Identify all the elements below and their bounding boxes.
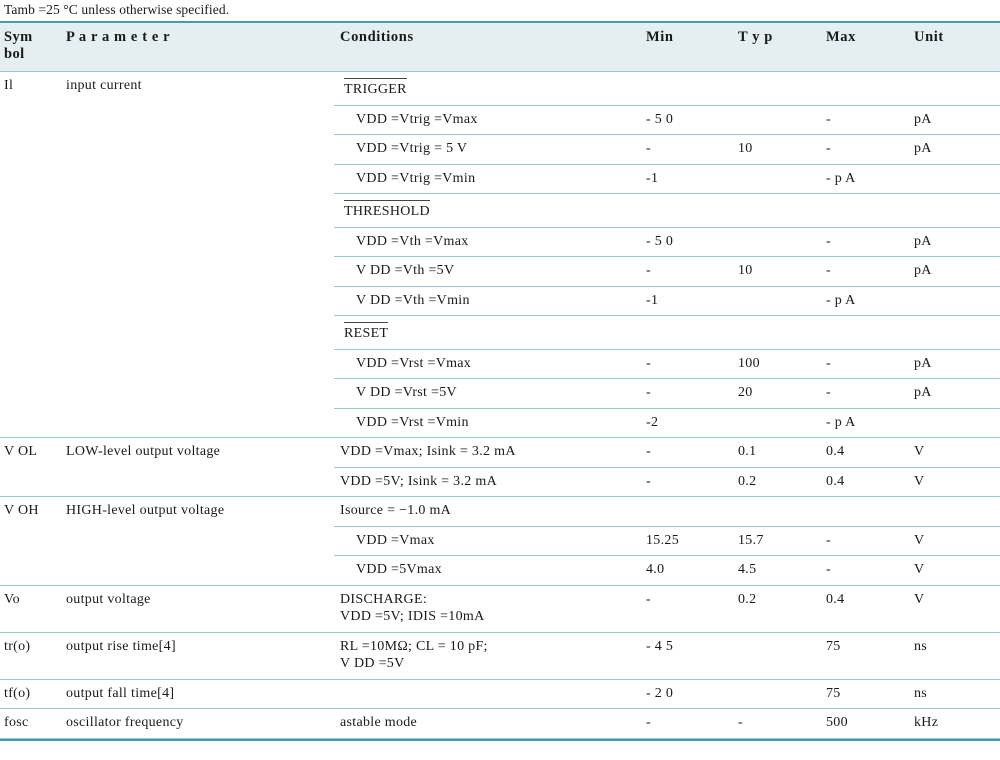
cell-symbol	[0, 526, 60, 556]
table-row	[0, 497, 1000, 527]
cell-typ	[732, 286, 820, 316]
cell-conditions: astable mode	[334, 709, 640, 739]
table-row	[0, 632, 1000, 679]
cell-min: - 5 0	[640, 105, 732, 135]
cell-symbol	[0, 379, 60, 409]
cell-min: -2	[640, 408, 732, 438]
cell-parameter: output voltage	[60, 585, 334, 632]
cell-symbol: V OL	[0, 438, 60, 468]
cell-symbol: fosc	[0, 709, 60, 739]
cell-max	[820, 194, 908, 228]
cell-conditions	[334, 632, 640, 679]
cell-parameter	[60, 379, 334, 409]
cell-typ	[732, 72, 820, 106]
cell-max: -	[820, 257, 908, 287]
table-row	[0, 467, 1000, 497]
cell-typ: 0.2	[732, 467, 820, 497]
cell-conditions: VDD =Vtrig =Vmin	[334, 164, 640, 194]
cell-min: - 5 0	[640, 227, 732, 257]
conditions-group-label: THRESHOLD	[344, 200, 430, 221]
cell-min: - 2 0	[640, 679, 732, 709]
conditions-group-label: RESET	[344, 322, 388, 343]
cell-parameter: oscillator frequency	[60, 709, 334, 739]
table-row	[0, 72, 1000, 106]
table-row	[0, 316, 1000, 350]
cell-typ	[732, 679, 820, 709]
cell-max: -	[820, 135, 908, 165]
cell-min: -	[640, 585, 732, 632]
cell-conditions: VDD =Vrst =Vmax	[334, 349, 640, 379]
cell-symbol	[0, 105, 60, 135]
cell-conditions: V DD =Vth =5V	[334, 257, 640, 287]
cell-max	[820, 497, 908, 527]
cell-max: -	[820, 379, 908, 409]
table-row	[0, 408, 1000, 438]
cell-min: - 4 5	[640, 632, 732, 679]
cell-unit: V	[908, 556, 1000, 586]
cell-min: -1	[640, 164, 732, 194]
cell-max: 75	[820, 679, 908, 709]
cell-max	[820, 72, 908, 106]
column-header-max: Max	[820, 22, 908, 72]
table-header	[0, 22, 1000, 72]
cell-max: - p A	[820, 286, 908, 316]
cell-unit: kHz	[908, 709, 1000, 739]
cell-parameter	[60, 286, 334, 316]
column-header-conditions: Conditions	[334, 22, 640, 72]
table-row	[0, 194, 1000, 228]
cell-symbol: V OH	[0, 497, 60, 527]
cell-symbol	[0, 467, 60, 497]
cell-unit: ns	[908, 632, 1000, 679]
cell-min: -	[640, 438, 732, 468]
cell-symbol	[0, 286, 60, 316]
cell-conditions-line2: V DD =5V	[340, 656, 405, 672]
cell-conditions	[334, 316, 640, 350]
table-row	[0, 135, 1000, 165]
cell-symbol: tr(o)	[0, 632, 60, 679]
cell-unit	[908, 497, 1000, 527]
cell-parameter	[60, 467, 334, 497]
column-header-symbol	[0, 22, 60, 72]
cell-max: 500	[820, 709, 908, 739]
cell-symbol	[0, 556, 60, 586]
cell-min: -	[640, 135, 732, 165]
cell-unit	[908, 286, 1000, 316]
table-row	[0, 679, 1000, 709]
cell-min	[640, 497, 732, 527]
table-row	[0, 709, 1000, 739]
cell-parameter	[60, 556, 334, 586]
cell-min: -	[640, 349, 732, 379]
cell-typ: 0.1	[732, 438, 820, 468]
cell-parameter	[60, 316, 334, 350]
cell-max: -	[820, 526, 908, 556]
column-header-symbol-line2: bol	[4, 46, 25, 63]
cell-conditions	[334, 72, 640, 106]
cell-typ: -	[732, 709, 820, 739]
cell-parameter: input current	[60, 72, 334, 106]
cell-conditions	[334, 585, 640, 632]
cell-conditions	[334, 679, 640, 709]
cell-typ	[732, 164, 820, 194]
cell-typ	[732, 194, 820, 228]
table-row	[0, 349, 1000, 379]
cell-typ: 0.2	[732, 585, 820, 632]
cell-conditions: V DD =Vrst =5V	[334, 379, 640, 409]
cell-parameter	[60, 526, 334, 556]
cell-unit: pA	[908, 227, 1000, 257]
cell-min: 15.25	[640, 526, 732, 556]
cell-conditions: VDD =Vth =Vmax	[334, 227, 640, 257]
table-row	[0, 105, 1000, 135]
cell-parameter	[60, 164, 334, 194]
cell-max: -	[820, 556, 908, 586]
cell-conditions: VDD =Vmax	[334, 526, 640, 556]
cell-symbol: Il	[0, 72, 60, 106]
column-header-min: Min	[640, 22, 732, 72]
cell-conditions: VDD =Vtrig =Vmax	[334, 105, 640, 135]
cell-symbol	[0, 194, 60, 228]
table-row	[0, 286, 1000, 316]
cell-conditions: VDD =Vrst =Vmin	[334, 408, 640, 438]
table-row	[0, 227, 1000, 257]
cell-symbol	[0, 349, 60, 379]
cell-conditions-line1: RL =10MΩ; CL = 10 pF;	[340, 638, 488, 654]
table-bottom-rule	[0, 739, 1000, 741]
cell-unit	[908, 316, 1000, 350]
table-row	[0, 556, 1000, 586]
characteristics-table	[0, 21, 1000, 739]
table-body	[0, 72, 1000, 739]
cell-parameter	[60, 408, 334, 438]
cell-min: -	[640, 709, 732, 739]
cell-conditions-line1: DISCHARGE:	[340, 591, 428, 607]
cell-typ	[732, 632, 820, 679]
cell-typ	[732, 105, 820, 135]
cell-typ: 4.5	[732, 556, 820, 586]
cell-typ	[732, 497, 820, 527]
cell-symbol	[0, 227, 60, 257]
cell-conditions-line2: VDD =5V; IDIS =10mA	[340, 609, 485, 625]
cell-unit: pA	[908, 257, 1000, 287]
cell-max: -	[820, 105, 908, 135]
cell-unit	[908, 72, 1000, 106]
cell-symbol: Vo	[0, 585, 60, 632]
cell-symbol	[0, 316, 60, 350]
cell-max: -	[820, 349, 908, 379]
cell-conditions: VDD =5V; Isink = 3.2 mA	[334, 467, 640, 497]
conditions-group-label: TRIGGER	[344, 78, 407, 99]
cell-unit	[908, 194, 1000, 228]
cell-parameter	[60, 257, 334, 287]
cell-parameter	[60, 194, 334, 228]
cell-unit: ns	[908, 679, 1000, 709]
cell-typ: 100	[732, 349, 820, 379]
cell-unit: V	[908, 467, 1000, 497]
cell-typ	[732, 316, 820, 350]
table-row	[0, 257, 1000, 287]
cell-unit: pA	[908, 379, 1000, 409]
table-row	[0, 379, 1000, 409]
cell-min	[640, 72, 732, 106]
cell-symbol	[0, 408, 60, 438]
cell-unit: pA	[908, 135, 1000, 165]
cell-min: -	[640, 379, 732, 409]
cell-parameter	[60, 227, 334, 257]
column-header-typ: T y p	[732, 22, 820, 72]
cell-typ: 15.7	[732, 526, 820, 556]
cell-max: 75	[820, 632, 908, 679]
cell-max: 0.4	[820, 438, 908, 468]
cell-unit: V	[908, 438, 1000, 468]
cell-conditions: VDD =Vtrig = 5 V	[334, 135, 640, 165]
header-row	[0, 22, 1000, 72]
cell-parameter	[60, 135, 334, 165]
cell-max: -	[820, 227, 908, 257]
cell-min	[640, 316, 732, 350]
column-header-unit: Unit	[908, 22, 1000, 72]
cell-max: - p A	[820, 408, 908, 438]
cell-conditions: VDD =Vmax; Isink = 3.2 mA	[334, 438, 640, 468]
cell-parameter	[60, 349, 334, 379]
cell-typ: 10	[732, 257, 820, 287]
cell-min: -	[640, 467, 732, 497]
cell-conditions	[334, 194, 640, 228]
cell-max	[820, 316, 908, 350]
cell-parameter: output rise time[4]	[60, 632, 334, 679]
cell-symbol: tf(o)	[0, 679, 60, 709]
cell-typ	[732, 408, 820, 438]
table-row	[0, 438, 1000, 468]
cell-unit: pA	[908, 105, 1000, 135]
cell-parameter: output fall time[4]	[60, 679, 334, 709]
temperature-note: Tamb =25 °C unless otherwise specified.	[4, 2, 230, 17]
column-header-symbol-line1: Sym	[4, 29, 33, 45]
cell-parameter: HIGH-level output voltage	[60, 497, 334, 527]
cell-max: - p A	[820, 164, 908, 194]
cell-unit: V	[908, 585, 1000, 632]
cell-min: -	[640, 257, 732, 287]
cell-unit	[908, 164, 1000, 194]
cell-min	[640, 194, 732, 228]
cell-max: 0.4	[820, 585, 908, 632]
cell-min: -1	[640, 286, 732, 316]
cell-max: 0.4	[820, 467, 908, 497]
table-row	[0, 585, 1000, 632]
cell-conditions: V DD =Vth =Vmin	[334, 286, 640, 316]
cell-min: 4.0	[640, 556, 732, 586]
cell-unit: pA	[908, 349, 1000, 379]
cell-parameter: LOW-level output voltage	[60, 438, 334, 468]
cell-typ: 20	[732, 379, 820, 409]
cell-conditions: Isource = −1.0 mA	[334, 497, 640, 527]
cell-symbol	[0, 135, 60, 165]
cell-conditions: VDD =5Vmax	[334, 556, 640, 586]
cell-symbol	[0, 257, 60, 287]
cell-unit: V	[908, 526, 1000, 556]
cell-typ	[732, 227, 820, 257]
table-row	[0, 526, 1000, 556]
table-row	[0, 164, 1000, 194]
cell-parameter	[60, 105, 334, 135]
cell-unit	[908, 408, 1000, 438]
cell-typ: 10	[732, 135, 820, 165]
cell-symbol	[0, 164, 60, 194]
column-header-parameter: P a r a m e t e r	[60, 22, 334, 72]
